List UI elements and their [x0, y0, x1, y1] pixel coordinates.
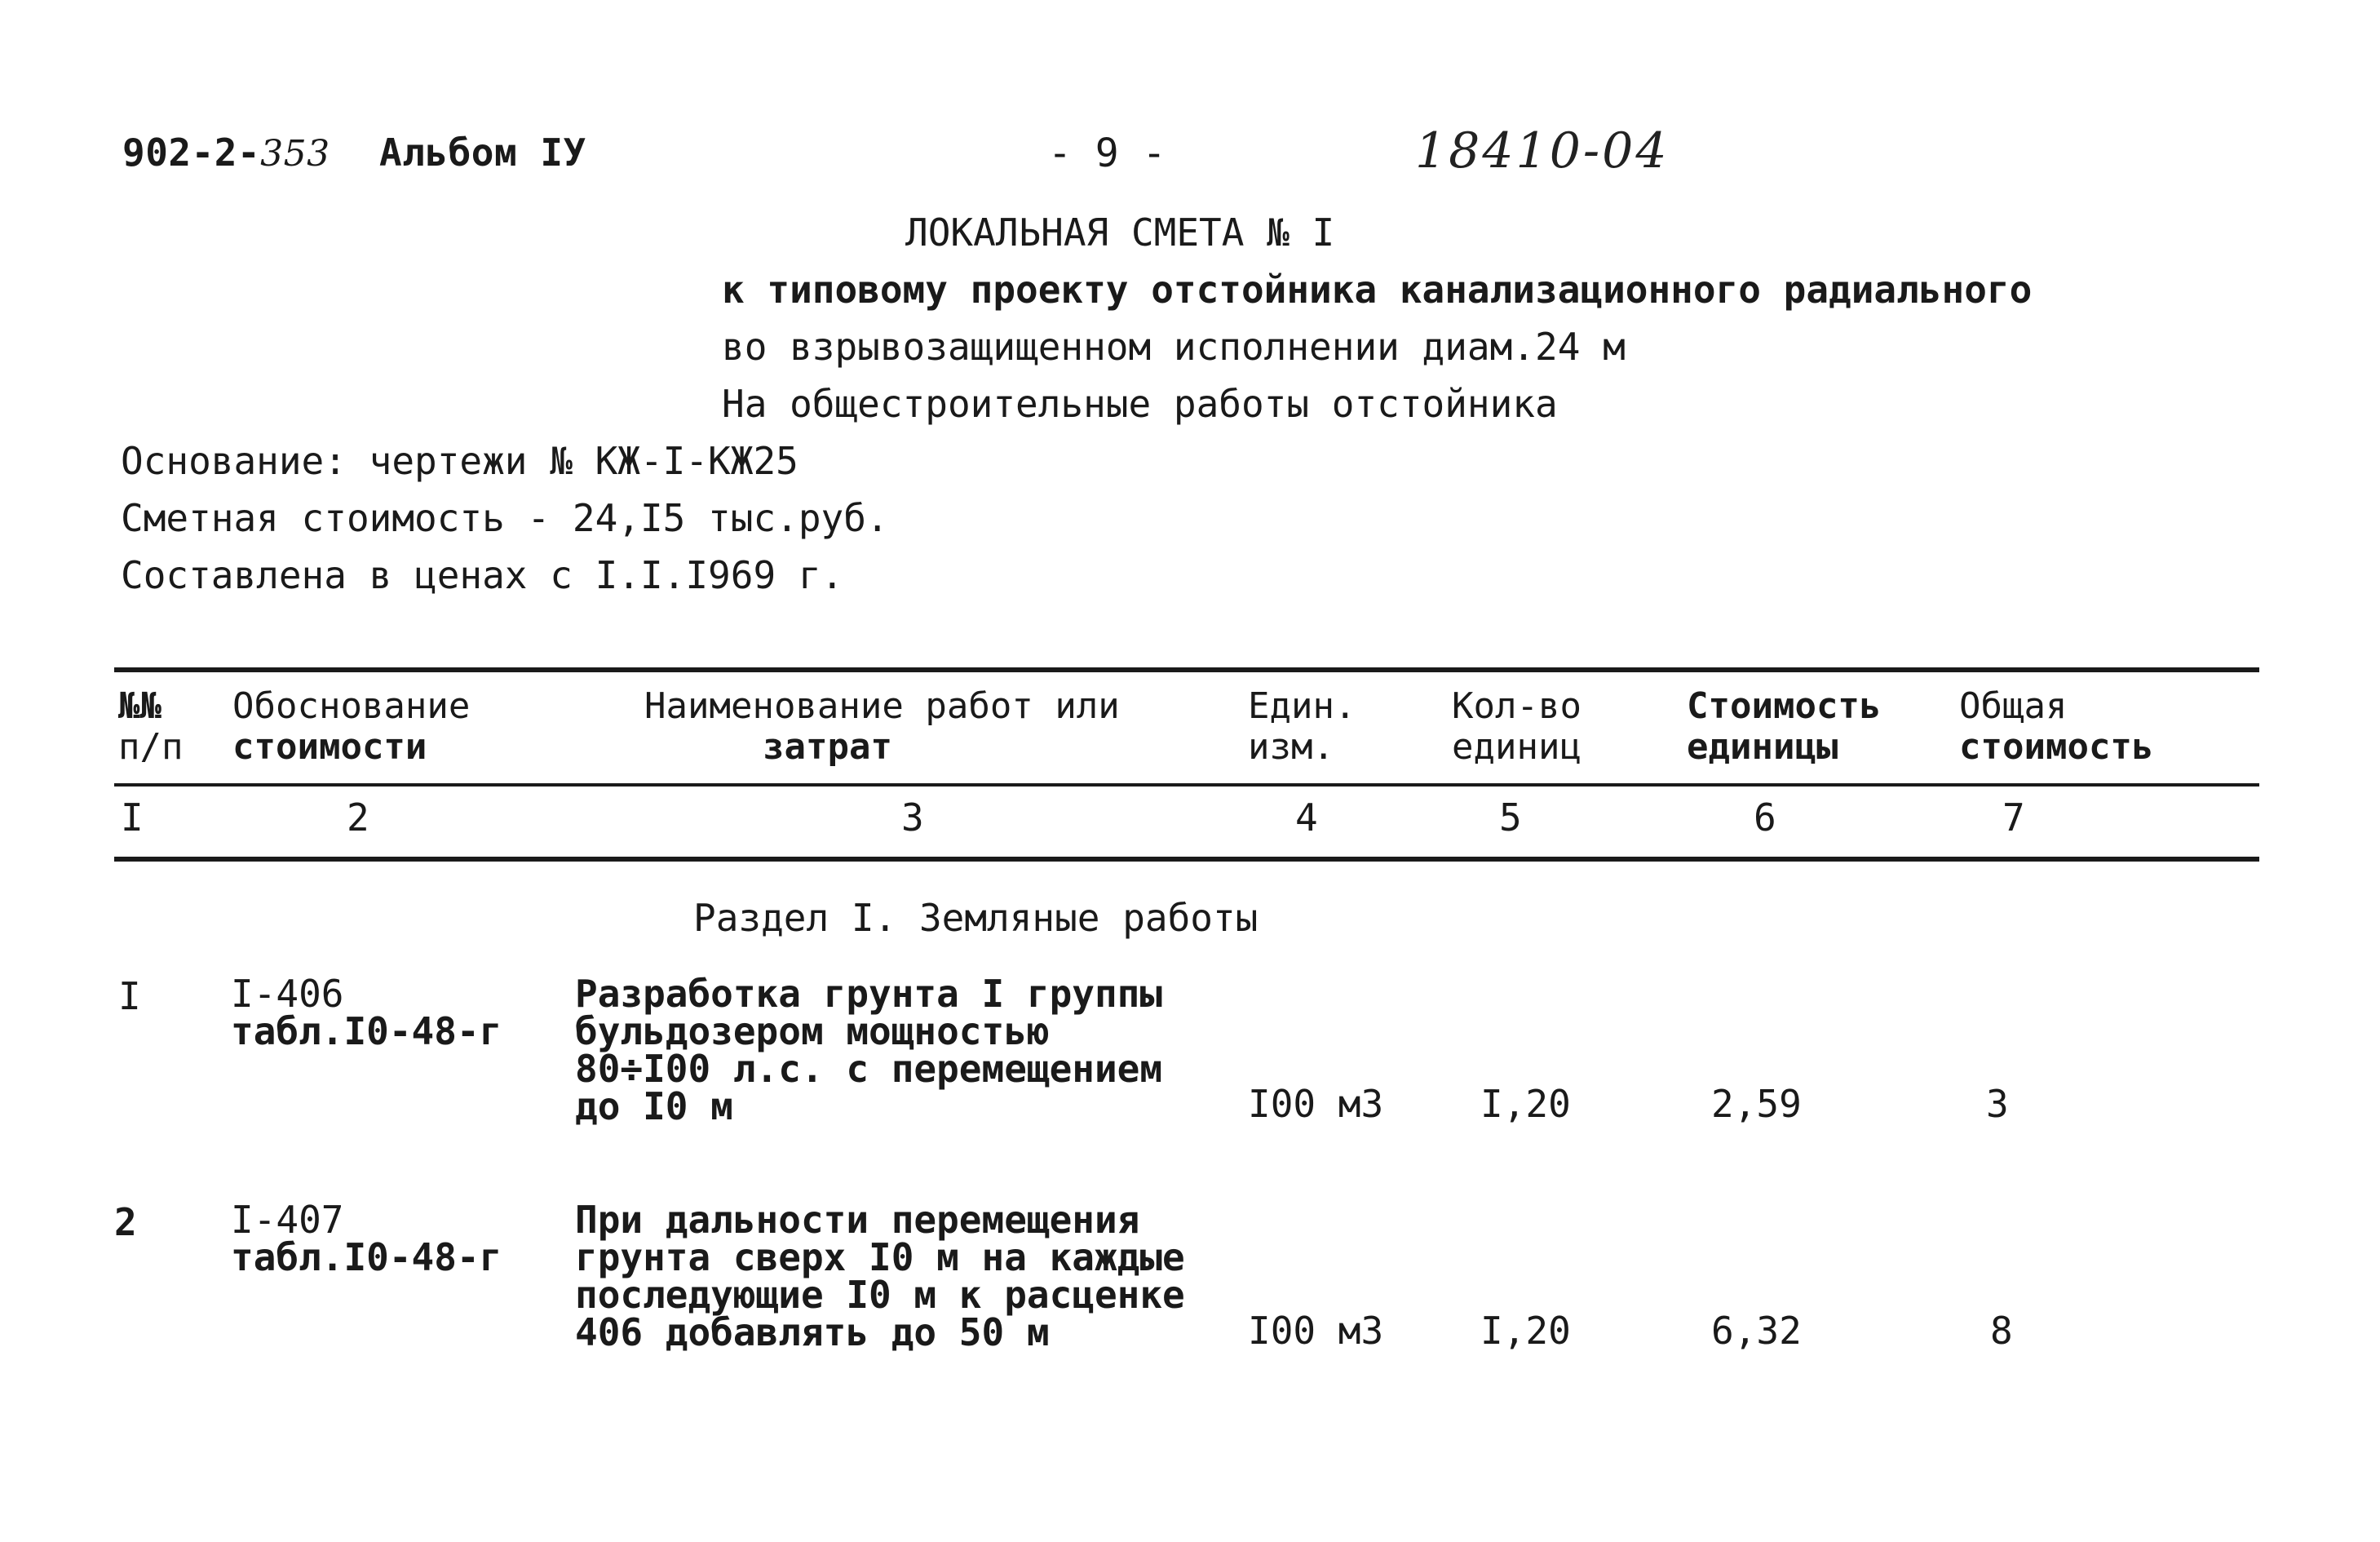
header-col4-line1: Един.	[1248, 685, 1356, 727]
header-col6-line2: единицы	[1687, 726, 1838, 768]
header-col7-line1: Общая	[1959, 685, 2068, 727]
section-title: Раздел I. Земляные работы	[693, 896, 1259, 940]
header-col5-line2: единиц	[1452, 726, 1582, 768]
row-unit-cost: 2,59	[1711, 1082, 1802, 1126]
header-col1-line1: №№	[118, 685, 161, 727]
row-number: I	[118, 974, 141, 1018]
table-top-rule	[114, 667, 2259, 672]
document-code	[122, 131, 330, 175]
header-col3-line1: Наименование работ или	[644, 685, 1120, 727]
header-col6-line1: Стоимость	[1687, 685, 1882, 727]
row-total-cost: 3	[1986, 1082, 2009, 1126]
document-code-prefix: 902-2-	[122, 131, 261, 175]
cost-line: Сметная стоимость - 24,I5 тыс.руб.	[121, 496, 889, 540]
header-divider-rule	[114, 783, 2259, 787]
row-basis-table: табл.I0-48-г	[231, 1009, 502, 1053]
row-total-cost: 8	[1990, 1309, 2013, 1353]
header-col2-line1: Обоснование	[232, 685, 471, 727]
row-basis-code: I-407	[231, 1198, 344, 1242]
header-col5-line1: Кол-во	[1452, 685, 1582, 727]
row-description-line-3: последующие I0 м к расценке	[575, 1273, 1185, 1317]
basis-line: Основание: чертежи № КЖ-I-КЖ25	[121, 439, 798, 483]
row-basis-table: табл.I0-48-г	[231, 1235, 502, 1279]
column-number-4: 4	[1295, 795, 1318, 840]
row-description-line-4: 406 добавлять до 50 м	[575, 1310, 1050, 1354]
document-title: ЛОКАЛЬНАЯ СМЕТА № I	[905, 210, 1335, 255]
header-col3-line2: затрат	[763, 726, 892, 768]
row-unit: I00 м3	[1248, 1082, 1384, 1126]
row-description-line-2: бульдозером мощностью	[575, 1009, 1050, 1053]
handwritten-number: 18410-04	[1415, 122, 1670, 179]
header-col7-line2: стоимость	[1959, 726, 2154, 768]
row-description-line-4: до I0 м	[575, 1084, 733, 1128]
title-line-2: во взрывозащищенном исполнении диам.24 м	[722, 325, 1626, 369]
title-line-1: к типовому проекту отстойника канализационного радиального	[722, 268, 2033, 312]
column-number-1: I	[121, 795, 144, 840]
column-number-7: 7	[2002, 795, 2025, 840]
row-basis-code: I-406	[231, 972, 344, 1016]
album-label: Альбом IУ	[379, 131, 586, 175]
page-number: - 9 -	[1048, 131, 1166, 176]
header-col2-line2: стоимости	[232, 726, 427, 768]
header-col1-line2: п/п	[118, 726, 184, 768]
row-description-line-2: грунта сверх I0 м на каждые	[575, 1235, 1185, 1279]
column-number-2: 2	[347, 795, 369, 840]
column-number-5: 5	[1499, 795, 1522, 840]
header-col4-line2: изм.	[1248, 726, 1334, 768]
row-description-line-1: При дальности перемещения	[575, 1198, 1140, 1242]
document-code-number: 353	[260, 133, 330, 175]
prices-line: Составлена в ценах с I.I.I969 г.	[121, 553, 844, 597]
row-description-line-1: Разработка грунта I группы	[575, 972, 1163, 1016]
title-line-3: На общестроительные работы отстойника	[722, 382, 1558, 426]
row-unit: I00 м3	[1248, 1309, 1384, 1353]
row-quantity: I,20	[1480, 1309, 1571, 1353]
row-description-line-3: 80÷I00 л.с. с перемещением	[575, 1047, 1163, 1091]
column-numbers-rule	[114, 857, 2259, 862]
column-number-6: 6	[1754, 795, 1776, 840]
row-unit-cost: 6,32	[1711, 1309, 1802, 1353]
row-number: 2	[114, 1200, 137, 1244]
row-quantity: I,20	[1480, 1082, 1571, 1126]
column-number-3: 3	[901, 795, 924, 840]
